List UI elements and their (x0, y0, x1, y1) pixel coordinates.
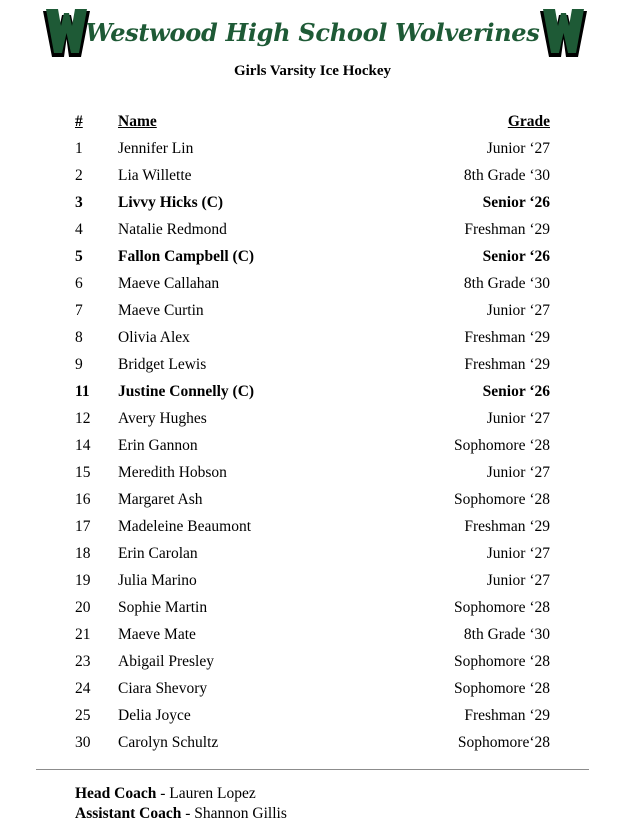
table-row (0, 271, 625, 298)
player-number: 15 (75, 464, 91, 481)
assistant-coach-line (75, 805, 287, 823)
player-grade: Sophomore ‘28 (453, 437, 550, 454)
grade-column-header: Grade (507, 113, 550, 130)
player-grade: Junior ‘27 (486, 302, 550, 319)
player-name: Natalie Redmond (118, 221, 227, 238)
head-coach-line (75, 785, 256, 803)
player-name: Delia Joyce (118, 707, 191, 724)
player-number: 25 (75, 707, 91, 724)
table-row (0, 703, 625, 730)
player-grade: Sophomore ‘28 (453, 599, 550, 616)
player-number: 12 (75, 410, 91, 427)
assistant-coach-separator: - (181, 805, 195, 822)
player-number: 20 (75, 599, 91, 616)
player-name: Maeve Curtin (118, 302, 204, 319)
player-name: Meredith Hobson (118, 464, 227, 481)
player-name: Jennifer Lin (118, 140, 194, 157)
player-name: Abigail Presley (118, 653, 214, 670)
player-grade: Senior ‘26 (482, 194, 550, 211)
player-name: Lia Willette (118, 167, 192, 184)
player-name: Ciara Shevory (118, 680, 208, 697)
table-row (0, 136, 625, 163)
player-grade: Junior ‘27 (486, 464, 550, 481)
table-row (0, 406, 625, 433)
player-number: 18 (75, 545, 91, 562)
player-name: Justine Connelly (C) (118, 383, 255, 400)
head-coach-label: Head Coach (75, 785, 157, 802)
player-grade: Sophomore‘28 (457, 734, 550, 751)
player-number: 21 (75, 626, 91, 643)
player-grade: 8th Grade ‘30 (463, 275, 550, 292)
player-grade: Junior ‘27 (486, 410, 550, 427)
team-title: Girls Varsity Ice Hockey (233, 63, 392, 79)
player-number: 30 (75, 734, 91, 751)
player-grade: Senior ‘26 (482, 383, 550, 400)
player-name: Julia Marino (118, 572, 197, 589)
player-grade: Senior ‘26 (482, 248, 550, 265)
name-column-header: Name (118, 113, 157, 130)
player-name: Olivia Alex (118, 329, 190, 346)
player-grade: Sophomore ‘28 (453, 653, 550, 670)
player-grade: Junior ‘27 (486, 545, 550, 562)
player-name: Sophie Martin (118, 599, 208, 616)
table-row (0, 622, 625, 649)
player-number: 16 (75, 491, 91, 508)
player-name: Maeve Callahan (118, 275, 220, 292)
player-name: Erin Carolan (118, 545, 198, 562)
player-number: 7 (75, 302, 83, 319)
table-row (0, 568, 625, 595)
player-number: 14 (75, 437, 91, 454)
table-row (0, 217, 625, 244)
table-row (0, 298, 625, 325)
player-grade: Freshman ‘29 (464, 221, 550, 238)
table-row (0, 595, 625, 622)
table-row (0, 244, 625, 271)
player-grade: Junior ‘27 (486, 572, 550, 589)
player-number: 1 (75, 140, 83, 157)
table-row (0, 163, 625, 190)
player-grade: Junior ‘27 (486, 140, 550, 157)
player-name: Bridget Lewis (118, 356, 207, 373)
player-grade: 8th Grade ‘30 (463, 167, 550, 184)
table-row (0, 433, 625, 460)
school-title: Westwood High School Wolverines (85, 18, 540, 47)
player-number: 6 (75, 275, 83, 292)
player-number: 17 (75, 518, 91, 535)
number-column-header: # (75, 113, 83, 130)
player-number: 23 (75, 653, 91, 670)
roster-table (0, 109, 625, 757)
table-row (0, 379, 625, 406)
player-grade: Sophomore ‘28 (453, 680, 550, 697)
player-name: Avery Hughes (118, 410, 207, 427)
roster-rows (0, 136, 625, 757)
table-row (0, 730, 625, 757)
player-number: 9 (75, 356, 83, 373)
head-coach-name: Lauren Lopez (169, 785, 256, 802)
table-row (0, 649, 625, 676)
player-name: Margaret Ash (118, 491, 203, 508)
player-number: 11 (75, 383, 90, 400)
table-row (0, 514, 625, 541)
player-name: Livvy Hicks (C) (118, 194, 224, 211)
player-grade: 8th Grade ‘30 (463, 626, 550, 643)
player-name: Carolyn Schultz (118, 734, 219, 751)
player-number: 5 (75, 248, 83, 265)
player-grade: Freshman ‘29 (464, 329, 550, 346)
table-row (0, 460, 625, 487)
table-row (0, 541, 625, 568)
table-row (0, 352, 625, 379)
player-name: Erin Gannon (118, 437, 198, 454)
player-number: 2 (75, 167, 83, 184)
table-row (0, 190, 625, 217)
head-coach-separator: - (156, 785, 170, 802)
player-number: 8 (75, 329, 83, 346)
player-number: 24 (75, 680, 91, 697)
player-number: 3 (75, 194, 83, 211)
player-grade: Freshman ‘29 (464, 518, 550, 535)
player-number: 19 (75, 572, 91, 589)
assistant-coach-name: Shannon Gillis (194, 805, 287, 822)
player-number: 4 (75, 221, 83, 238)
player-name: Madeleine Beaumont (118, 518, 251, 535)
player-grade: Freshman ‘29 (464, 356, 550, 373)
assistant-coach-label: Assistant Coach (75, 805, 182, 822)
player-name: Fallon Campbell (C) (118, 248, 255, 265)
player-name: Maeve Mate (118, 626, 196, 643)
table-row (0, 487, 625, 514)
roster-header-row (0, 109, 625, 136)
table-row (0, 676, 625, 703)
table-row (0, 325, 625, 352)
player-grade: Freshman ‘29 (464, 707, 550, 724)
player-grade: Sophomore ‘28 (453, 491, 550, 508)
footer-divider (36, 769, 589, 770)
